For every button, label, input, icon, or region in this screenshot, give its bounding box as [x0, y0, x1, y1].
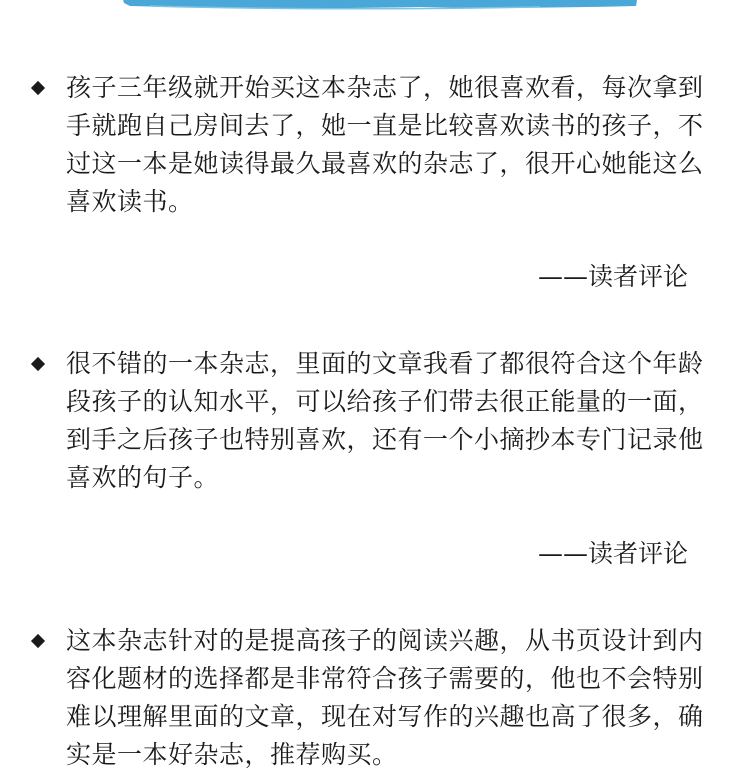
review-text: 孩子三年级就开始买这本杂志了，她很喜欢看，每次拿到手就跑自己房间去了，她一直是比较喜欢读书的孩子，不过这一本是她读得最久最喜欢的杂志了，很开心她能这么喜欢读书。 — [66, 73, 704, 216]
review-attribution: ——读者评论 — [537, 262, 688, 291]
bullet-diamond-icon — [31, 357, 45, 371]
review-text: 这本杂志针对的是提高孩子的阅读兴趣，从书页设计到内容化题材的选择都是非常符合孩子需要的，他也不会特别难以理解里面的文章，现在对写作的兴趣也高了很多，确实是一本好杂志，推荐购买。 — [66, 626, 704, 769]
review-text: 很不错的一本杂志，里面的文章我看了都很符合这个年龄段孩子的认知水平，可以给孩子们带去很正能量的一面，到手之后孩子也特别喜欢，还有一个小摘抄本专门记录他喜欢的句子。 — [66, 349, 704, 492]
bullet-diamond-icon — [31, 634, 45, 648]
review-attribution: ——读者评论 — [537, 539, 688, 568]
bullet-diamond-icon — [31, 81, 45, 95]
decorative-brush-stroke — [120, 0, 640, 14]
